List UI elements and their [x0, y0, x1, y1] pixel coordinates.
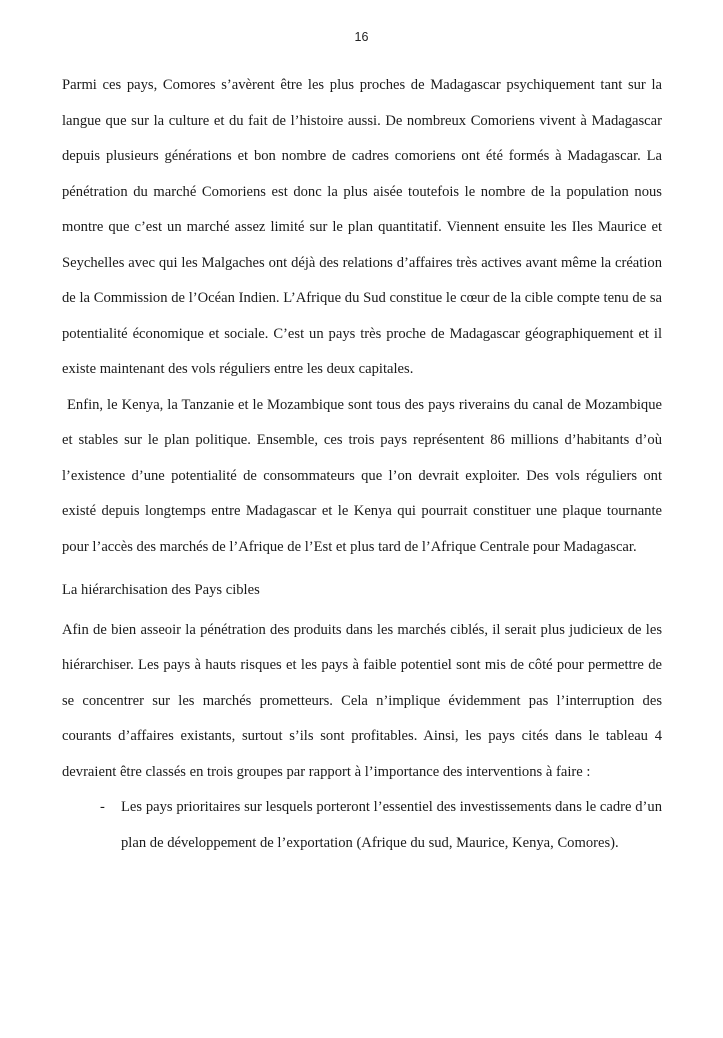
- document-body: [62, 68, 662, 861]
- bullet-text: Les pays prioritaires sur lesquels porteront l’essentiel des investissements dans le cadre d’un plan de développement de l’exportation (Afrique du sud, Maurice, Kenya, Comores).: [121, 799, 662, 851]
- bullet-marker: -: [100, 799, 105, 815]
- paragraph-hierarchisation: Afin de bien asseoir la pénétration des produits dans les marchés ciblés, il serait plus judicieux de les hiérarchiser. Les pays à hauts risques et les pays à faible potentiel sont mis de côté pour permettre de se concentrer sur les marchés prometteurs. Cela n’implique évidemment pas l’interruption des courants d’affaires existants, surtout s’ils sont profitables. Ainsi, les pays cités dans le tableau 4 devraient être classés en trois groupes par rapport à l’importance des interventions à faire :: [62, 621, 662, 780]
- section-heading: La hiérarchisation des Pays cibles: [62, 582, 260, 598]
- page-number: 16: [354, 30, 369, 44]
- paragraph-kenya-tanzanie-mozambique: Enfin, le Kenya, la Tanzanie et le Mozambique sont tous des pays riverains du canal de Mozambique et stables sur le plan politique. Ensemble, ces trois pays représentent 86 millions d’habitants d’où l’existence d’une potentialité de consommateurs que l’on devrait exploiter. Des vols réguliers ont existé depuis longtemps entre Madagascar et le Kenya qui pourrait constituer une plaque tournante pour l’accès des marchés de l’Afrique de l’Est et plus tard de l’Afrique Centrale pour Madagascar.: [62, 396, 662, 555]
- bullet-list: [62, 790, 662, 861]
- paragraph-comores: Parmi ces pays, Comores s’avèrent être les plus proches de Madagascar psychiquement tant sur la langue que sur la culture et du fait de l’histoire aussi. De nombreux Comoriens vivent à Madagascar depuis plusieurs générations et bon nombre de cadres comoriens ont été formés à Madagascar. La pénétration du marché Comoriens est donc la plus aisée toutefois le nombre de la population nous montre que c’est un marché assez limité sur le plan quantitatif. Viennent ensuite les Iles Maurice et Seychelles avec qui les Malgaches ont déjà des relations d’affaires très actives avant même la création de la Commission de l’Océan Indien. L’Afrique du Sud constitue le cœur de la cible compte tenu de sa potentialité économique et sociale. C’est un pays très proche de Madagascar géographiquement et il existe maintenant des vols réguliers entre les deux capitales.: [62, 77, 662, 377]
- list-item: [62, 790, 662, 861]
